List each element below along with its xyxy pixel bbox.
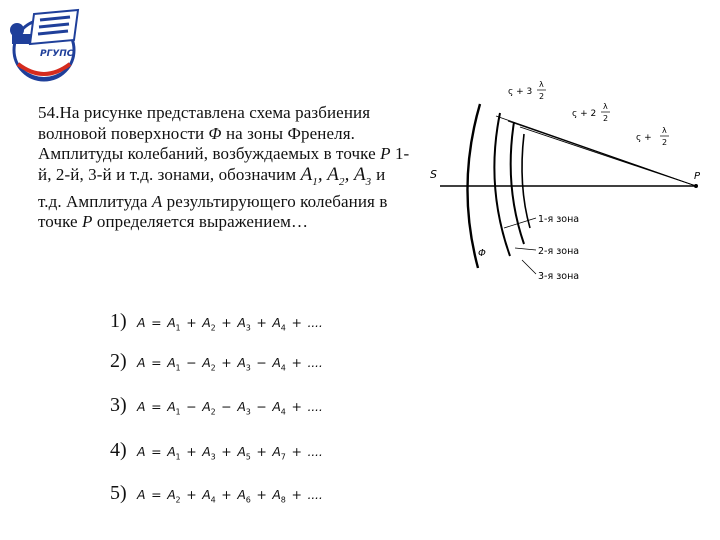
zone-label-3: 3-я зона [538, 271, 580, 282]
path-label-1 [636, 126, 669, 147]
svg-text:2: 2 [539, 92, 545, 101]
answer-number: 3) [110, 394, 127, 416]
answer-number: 5) [110, 482, 127, 504]
answer-formula: $A = A_1 - A_2 - A_3 - A_4$ + .... [137, 399, 323, 417]
svg-text:λ: λ [539, 80, 544, 89]
svg-text:2: 2 [603, 114, 609, 123]
answer-option-5[interactable] [110, 482, 323, 508]
question-part2: на зоны Френеля. Амплитуды колебаний, возбуждаемых в точке [38, 123, 381, 163]
answer-number: 1) [110, 310, 127, 332]
svg-text:ς + 2: ς + 2 [572, 109, 597, 119]
answer-option-1[interactable] [110, 310, 323, 336]
svg-text:λ: λ [662, 126, 667, 135]
answer-option-4[interactable] [110, 439, 323, 465]
amplitude-3: $A_3$ [353, 163, 372, 188]
answer-number: 4) [110, 439, 127, 461]
university-logo [4, 4, 86, 88]
question-part1: 54.На рисунке представлена схема разбиения волновой поверхности [38, 103, 371, 143]
question-part5: результирующего колебания в точке [38, 191, 388, 232]
fresnel-diagram [420, 78, 720, 300]
amplitude-1: $A_1$ [300, 163, 318, 188]
question-part3: 1-й, 2-й, 3-й и т.д. зонами, обозначим [38, 144, 410, 184]
answer-formula: $A = A_1 + A_2 + A_3 + A_4$ + .... [137, 315, 323, 333]
answer-option-2[interactable] [110, 350, 323, 376]
zone-label-1: 1-я зона [538, 214, 580, 225]
svg-text:2: 2 [662, 138, 668, 147]
svg-text:λ: λ [603, 102, 608, 111]
question-point-p2: P [82, 212, 93, 232]
zone-label-2: 2-я зона [538, 246, 580, 257]
question-part4: и т.д. Амплитуда [38, 164, 386, 211]
answer-number: 2) [110, 350, 127, 372]
zone-boundary-3 [522, 134, 530, 228]
question-text [38, 103, 410, 233]
question-part6: определяется выражением… [92, 212, 309, 232]
zone-boundary-1 [494, 113, 510, 256]
answer-formula: $A = A_1 + A_3 + A_5 + A_7$ + .... [137, 444, 323, 462]
amplitude-list: $A_1$, $A_2$, $A_3$ [300, 163, 372, 188]
phi-label: Φ [478, 248, 486, 259]
path-label-3 [508, 80, 546, 101]
question-point-p1: P [380, 144, 391, 163]
path-label-2 [572, 102, 610, 123]
logo-text: РГУПС [40, 49, 74, 59]
question-a: A [151, 191, 163, 211]
answer-option-3[interactable] [110, 394, 323, 420]
svg-text:ς +: ς + [636, 133, 652, 143]
amplitude-2: $A_2$ [327, 163, 345, 188]
ray-3 [520, 127, 696, 186]
answer-formula: $A = A_1 - A_2 + A_3 - A_4$ + .... [137, 355, 323, 373]
answer-formula: $A = A_2 + A_4 + A_6 + A_8$ + .... [137, 487, 323, 505]
svg-text:ς + 3: ς + 3 [508, 87, 533, 97]
s-label: S [430, 168, 437, 181]
p-label: P [694, 171, 701, 182]
question-phi: Φ [208, 123, 222, 143]
